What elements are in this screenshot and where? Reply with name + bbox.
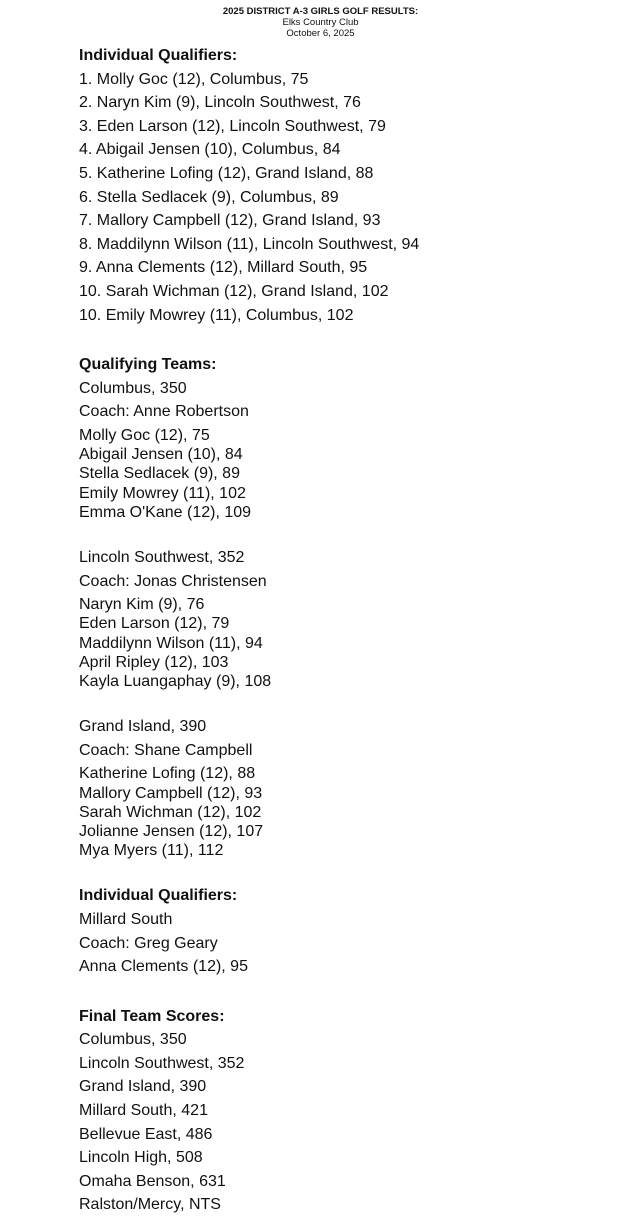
individual-qualifiers-list: [79, 68, 631, 328]
list-item: Columbus, 350: [79, 1031, 187, 1049]
player-row: April Ripley (12), 103: [79, 653, 229, 671]
venue-text: Elks Country Club: [282, 17, 359, 28]
player-row: Katherine Lofing (12), 88: [79, 765, 256, 783]
spacer: [79, 860, 631, 884]
player-row: Eden Larson (12), 79: [79, 615, 230, 633]
final-team-scores-heading: Final Team Scores:: [79, 1007, 225, 1025]
date-text: October 6, 2025: [286, 28, 355, 39]
list-item: 7. Mallory Campbell (12), Grand Island, 93: [79, 212, 381, 230]
individual-school-heading: Individual Qualifiers:: [79, 887, 238, 905]
team-score: Grand Island, 390: [79, 718, 207, 736]
individual-school-player: Anna Clements (12), 95: [79, 958, 248, 976]
document-header: [0, 0, 641, 39]
team-block-lincoln-southwest: [79, 546, 631, 691]
team-roster: [79, 426, 631, 522]
list-item: 5. Katherine Lofing (12), Grand Island, 88: [79, 164, 374, 182]
qualifying-teams-heading: Qualifying Teams:: [79, 356, 217, 374]
individual-qualifiers-heading: Individual Qualifiers:: [79, 47, 238, 64]
team-score: Lincoln Southwest, 352: [79, 548, 245, 566]
list-item: 10. Sarah Wichman (12), Grand Island, 102: [79, 282, 389, 300]
team-coach: Coach: Jonas Christensen: [79, 572, 267, 590]
player-row: Stella Sedlacek (9), 89: [79, 465, 240, 483]
list-item: Bellevue East, 486: [79, 1125, 213, 1143]
team-coach: Coach: Shane Campbell: [79, 741, 253, 759]
player-row: Sarah Wichman (12), 102: [79, 803, 262, 821]
player-row: Abigail Jensen (10), 84: [79, 446, 243, 464]
player-row: Emma O'Kane (12), 109: [79, 503, 252, 521]
list-item: 6. Stella Sedlacek (9), Columbus, 89: [79, 188, 339, 206]
spacer: [79, 522, 631, 546]
list-item: 2. Naryn Kim (9), Lincoln Southwest, 76: [79, 94, 361, 112]
final-team-scores-list: [79, 1028, 631, 1217]
list-item: 9. Anna Clements (12), Millard South, 95: [79, 259, 368, 277]
player-row: Molly Goc (12), 75: [79, 426, 210, 444]
team-roster: [79, 595, 631, 691]
list-item: Lincoln High, 508: [79, 1149, 203, 1167]
player-row: Jolianne Jensen (12), 107: [79, 822, 264, 840]
list-item: Lincoln Southwest, 352: [79, 1054, 245, 1072]
list-item: 4. Abigail Jensen (10), Columbus, 84: [79, 141, 341, 159]
team-block-columbus: [79, 377, 631, 522]
results-body: [79, 44, 631, 1217]
team-block-grand-island: [79, 715, 631, 860]
player-row: Naryn Kim (9), 76: [79, 596, 205, 614]
spacer: [79, 979, 631, 1005]
list-item: Ralston/Mercy, NTS: [79, 1196, 221, 1214]
player-row: Emily Mowrey (11), 102: [79, 484, 246, 502]
list-item: 1. Molly Goc (12), Columbus, 75: [79, 70, 309, 88]
list-item: 8. Maddilynn Wilson (11), Lincoln Southwest, 94: [79, 235, 420, 253]
team-score: Columbus, 350: [79, 379, 187, 397]
player-row: Mallory Campbell (12), 93: [79, 784, 263, 802]
player-row: Mya Myers (11), 112: [79, 842, 224, 860]
player-row: Kayla Luangaphay (9), 108: [79, 672, 272, 690]
individual-school-name: Millard South: [79, 910, 173, 928]
spacer: [79, 327, 631, 353]
list-item: 10. Emily Mowrey (11), Columbus, 102: [79, 306, 354, 324]
spacer: [79, 691, 631, 715]
document-title: 2025 DISTRICT A-3 GIRLS GOLF RESULTS:: [222, 6, 419, 17]
list-item: Millard South, 421: [79, 1102, 208, 1120]
team-coach: Coach: Anne Robertson: [79, 403, 249, 421]
team-roster: [79, 764, 631, 860]
list-item: Grand Island, 390: [79, 1078, 207, 1096]
individual-school-coach: Coach: Greg Geary: [79, 934, 218, 952]
list-item: 3. Eden Larson (12), Lincoln Southwest, 79: [79, 117, 386, 135]
player-row: Maddilynn Wilson (11), 94: [79, 634, 263, 652]
list-item: Omaha Benson, 631: [79, 1172, 226, 1190]
